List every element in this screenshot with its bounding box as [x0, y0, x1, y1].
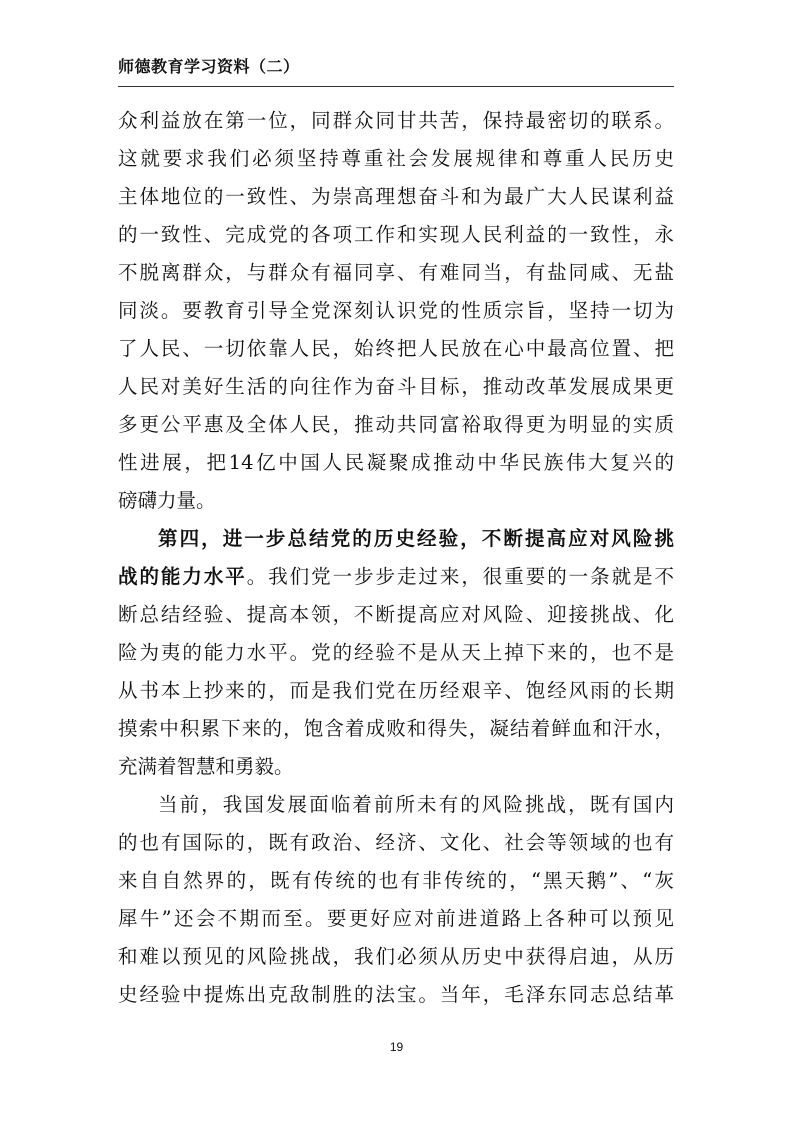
text-line: 的也有国际的，既有政治、经济、文化、社会等领域的也有 [118, 831, 674, 854]
text-line: 险为夷的能力水平。党的经验不是从天上掉下来的，也不是 [118, 641, 674, 664]
section-heading-tail: 战的能力水平 [118, 565, 247, 588]
document-body [118, 102, 674, 1014]
text-line: 多更公平惠及全体人民，推动共同富裕取得更为明显的实质 [118, 413, 674, 436]
text-line [118, 558, 674, 596]
header-divider [118, 86, 674, 87]
text-line: 充满着智慧和勇毅。 [118, 755, 294, 778]
text-line: 史经验中提炼出克敌制胜的法宝。当年，毛泽东同志总结革 [118, 983, 674, 1006]
paragraph-3 [118, 786, 674, 1014]
text-line: 和难以预见的风险挑战，我们必须从历史中获得启迪，从历 [118, 945, 674, 968]
text-line: 了人民、一切依靠人民，始终把人民放在心中最高位置、把 [118, 337, 674, 360]
header-title: 师德教育学习资料（二） [118, 57, 300, 76]
text-line: 众利益放在第一位，同群众同甘共苦，保持最密切的联系。 [118, 109, 674, 132]
text-line: 的一致性、完成党的各项工作和实现人民利益的一致性，永 [118, 223, 674, 246]
section-heading-line: 第四，进一步总结党的历史经验，不断提高应对风险挑 [158, 527, 674, 550]
text-line: 人民对美好生活的向往作为奋斗目标，推动改革发展成果更 [118, 375, 674, 398]
text-line: 这就要求我们必须坚持尊重社会发展规律和尊重人民历史 [118, 147, 674, 170]
text-line: 性进展，把14亿中国人民凝聚成推动中华民族伟大复兴的 [118, 451, 674, 474]
text-line: 摸索中积累下来的，饱含着成败和得失，凝结着鲜血和汗水， [118, 717, 674, 740]
text-line: 当前，我国发展面临着前所未有的风险挑战，既有国内 [158, 793, 674, 816]
text-line: 主体地位的一致性、为崇高理想奋斗和为最广大人民谋利益 [118, 185, 674, 208]
page-number: 19 [389, 1040, 404, 1054]
text-line: 磅礴力量。 [118, 489, 216, 512]
text-line: 不脱离群众，与群众有福同享、有难同当，有盐同咸、无盐 [118, 261, 674, 284]
text-run: 。我们党一步步走过来，很重要的一条就是不 [246, 565, 674, 588]
paragraph-1 [118, 102, 674, 520]
text-line: 断总结经验、提高本领，不断提高应对风险、迎接挑战、化 [118, 603, 674, 626]
text-line: 犀牛”还会不期而至。要更好应对前进道路上各种可以预见 [118, 907, 674, 930]
paragraph-2 [118, 520, 674, 786]
text-line: 从书本上抄来的，而是我们党在历经艰辛、饱经风雨的长期 [118, 679, 674, 702]
text-line: 来自自然界的，既有传统的也有非传统的，“黑天鹅”、“灰 [118, 869, 674, 892]
text-line: 同淡。要教育引导全党深刻认识党的性质宗旨，坚持一切为 [118, 299, 674, 322]
